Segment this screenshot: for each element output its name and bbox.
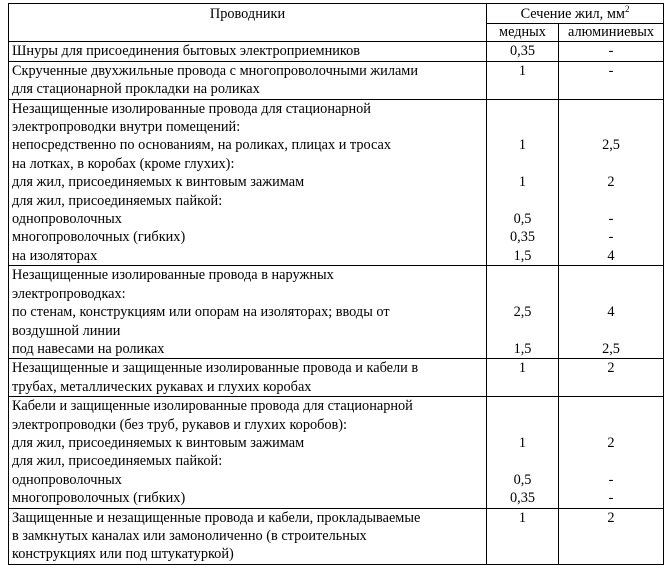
copper-cell <box>487 61 559 99</box>
aluminum-value <box>559 285 663 303</box>
aluminum-value: 2,5 <box>602 137 620 154</box>
copper-value: 1,5 <box>513 340 532 357</box>
conductor-text: непосредственно по основаниям, на роликах, плицах и тросах <box>12 137 392 154</box>
aluminum-cell <box>559 397 664 508</box>
copper-value: 1 <box>518 137 527 154</box>
conductor-cell <box>9 508 487 564</box>
conductor-text: на лотках, в коробах (кроме глухих): <box>12 155 235 172</box>
copper-value <box>487 416 558 434</box>
header-row <box>9 4 664 24</box>
aluminum-value: - <box>608 43 614 60</box>
copper-value <box>487 100 558 118</box>
copper-value: 1 <box>518 62 527 79</box>
section-header <box>487 4 664 24</box>
aluminum-value <box>559 397 663 415</box>
conductor-text: трубах, металлических рукавах и глухих коробах <box>12 378 312 395</box>
aluminum-header: алюминиевых <box>559 24 664 42</box>
copper-header: медных <box>487 24 559 42</box>
copper-value: 2,5 <box>513 304 532 321</box>
aluminum-cell <box>559 42 664 61</box>
conductor-text: конструкциях или под штукатуркой) <box>12 546 234 563</box>
copper-value <box>487 322 558 340</box>
copper-value <box>487 397 558 415</box>
aluminum-value <box>559 100 663 118</box>
section-header-sup: 2 <box>624 4 630 14</box>
table-row <box>9 61 664 99</box>
conductor-text: для жил, присоединяемых к винтовым зажимам <box>12 434 305 451</box>
conductor-text: для жил, присоединяемых к винтовым зажимам <box>12 174 305 191</box>
aluminum-value: 2 <box>607 360 615 377</box>
conductor-text: электропроводки (без труб, рукавов и глухих коробов): <box>12 416 348 433</box>
conductor-text: для жил, присоединяемых пайкой: <box>12 192 223 209</box>
copper-value: 1 <box>518 174 527 191</box>
aluminum-value <box>559 266 663 284</box>
aluminum-value: - <box>608 471 614 488</box>
copper-cell <box>487 99 559 266</box>
aluminum-cell <box>559 266 664 359</box>
conductor-text: Незащищенные изолированные провода для стационарной <box>12 100 371 117</box>
copper-value: 1 <box>518 509 527 526</box>
aluminum-value: - <box>608 490 614 507</box>
section-header-text: Сечение жил, мм <box>520 6 625 22</box>
conductor-text: Скрученные двухжильные провода с многопроволочными жилами <box>12 62 419 79</box>
aluminum-cell <box>559 99 664 266</box>
conductor-cell <box>9 61 487 99</box>
copper-value <box>487 266 558 284</box>
conductor-text: многопроволочных (гибких) <box>12 229 186 246</box>
aluminum-value: 2 <box>607 434 615 451</box>
copper-cell <box>487 359 559 397</box>
conductors-header: Проводники <box>9 4 487 42</box>
aluminum-value: - <box>608 229 614 246</box>
conductor-text: под навесами на роликах <box>12 340 165 357</box>
aluminum-value <box>559 118 663 136</box>
copper-value <box>487 118 558 136</box>
aluminum-cell <box>559 508 664 564</box>
aluminum-value <box>559 452 663 470</box>
conductor-text: на изоляторах <box>12 247 98 264</box>
table-row <box>9 359 664 397</box>
conductor-cell <box>9 359 487 397</box>
aluminum-cell <box>559 61 664 99</box>
conductor-cell <box>9 99 487 266</box>
aluminum-value: 2 <box>607 174 615 191</box>
aluminum-cell <box>559 359 664 397</box>
copper-value <box>487 285 558 303</box>
conductor-text: Незащищенные и защищенные изолированные провода и кабели в <box>12 360 419 377</box>
conductor-text: электропроводки внутри помещений: <box>12 119 241 136</box>
conductor-text: Шнуры для присоединения бытовых электроприемников <box>12 43 361 60</box>
conductor-text: воздушной линии <box>12 322 121 339</box>
copper-value: 0,35 <box>509 229 536 246</box>
copper-cell <box>487 266 559 359</box>
aluminum-value: 4 <box>607 304 615 321</box>
conductor-section-table <box>8 3 664 565</box>
copper-value: 0,35 <box>509 43 536 60</box>
aluminum-value: - <box>608 211 614 228</box>
copper-value: 0,5 <box>513 471 532 488</box>
conductor-text: для стационарной прокладки на роликах <box>12 81 260 98</box>
conductor-text: Незащищенные изолированные провода в наружных <box>12 267 334 284</box>
aluminum-value <box>559 155 663 173</box>
conductor-text: в замкнутых каналах или замоноличенно (в строительных <box>12 527 367 544</box>
conductor-cell <box>9 397 487 508</box>
conductor-text: для жил, присоединяемых пайкой: <box>12 453 223 470</box>
aluminum-value: 4 <box>607 247 615 264</box>
copper-value: 1 <box>518 360 527 377</box>
conductor-text: по стенам, конструкциям или опорам на изоляторах; вводы от <box>12 304 390 321</box>
table-row <box>9 508 664 564</box>
aluminum-value: 2,5 <box>602 340 620 357</box>
aluminum-value <box>559 192 663 210</box>
copper-value: 0,5 <box>513 211 532 228</box>
aluminum-value <box>559 416 663 434</box>
aluminum-value <box>559 322 663 340</box>
conductor-text: Кабели и защищенные изолированные провода для стационарной <box>12 398 413 415</box>
copper-value <box>487 192 558 210</box>
copper-value: 0,35 <box>509 490 536 507</box>
copper-cell <box>487 508 559 564</box>
conductor-cell <box>9 42 487 61</box>
conductor-text: электропроводках: <box>12 285 126 302</box>
copper-value: 1,5 <box>513 247 532 264</box>
copper-value: 1 <box>518 434 527 451</box>
table-body <box>9 42 664 564</box>
copper-value <box>487 155 558 173</box>
copper-value <box>487 452 558 470</box>
conductor-text: однопроволочных <box>12 471 122 488</box>
conductor-text: однопроволочных <box>12 211 122 228</box>
aluminum-value: 2 <box>607 509 615 526</box>
table-row <box>9 42 664 61</box>
table-row <box>9 266 664 359</box>
conductor-text: многопроволочных (гибких) <box>12 490 186 507</box>
aluminum-value: - <box>608 62 614 79</box>
conductor-text: Защищенные и незащищенные провода и кабели, прокладываемые <box>12 509 421 526</box>
table-row <box>9 397 664 508</box>
copper-cell <box>487 42 559 61</box>
conductor-cell <box>9 266 487 359</box>
copper-cell <box>487 397 559 508</box>
table-row <box>9 99 664 266</box>
